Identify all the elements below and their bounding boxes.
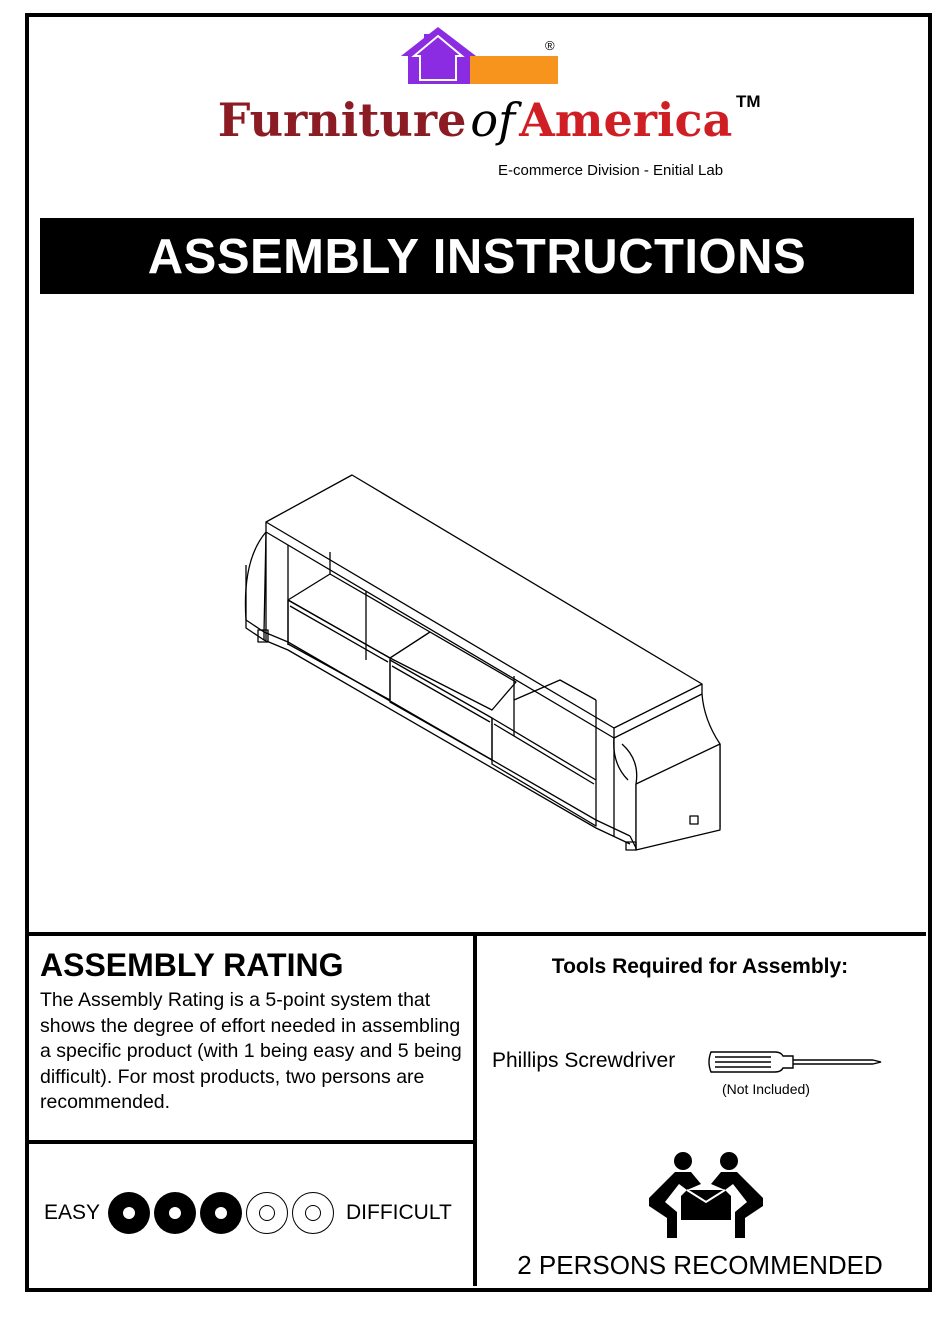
section-divider-vertical: [473, 934, 477, 1286]
house-logo-icon: [398, 24, 563, 88]
assembly-rating-title: ASSEMBLY RATING: [40, 947, 344, 983]
assembly-instructions-banner: ASSEMBLY INSTRUCTIONS: [40, 218, 914, 294]
rating-dot-5: [292, 1192, 334, 1234]
rating-dot-1: [108, 1192, 150, 1234]
tool-note: (Not Included): [722, 1081, 810, 1097]
tv-stand-illustration: [236, 468, 736, 858]
screwdriver-icon: [705, 1046, 885, 1080]
trademark: TM: [736, 92, 761, 111]
tool-name: Phillips Screwdriver: [492, 1049, 676, 1072]
brand-part-america: America: [519, 93, 733, 147]
registered-mark: ®: [545, 38, 555, 53]
rating-dot-3: [200, 1192, 242, 1234]
brand-part-of: of: [470, 93, 516, 147]
brand-name: [0, 94, 950, 146]
brand-part-furniture: Furniture: [217, 93, 467, 147]
difficulty-scale: [44, 1186, 469, 1242]
easy-label: EASY: [44, 1201, 101, 1224]
division-text: E-commerce Division - Enitial Lab: [498, 162, 724, 179]
difficult-label: DIFFICULT: [346, 1201, 452, 1224]
tools-title: Tools Required for Assembly:: [551, 955, 849, 978]
rating-dot-4: [246, 1192, 288, 1234]
rating-dot-2: [154, 1192, 196, 1234]
two-persons-lifting-icon: [643, 1150, 769, 1238]
persons-recommended-text: 2 PERSONS RECOMMENDED: [517, 1250, 883, 1280]
rating-divider: [27, 1140, 475, 1144]
assembly-rating-description: The Assembly Rating is a 5-point system that shows the degree of effort needed in assembling a specific product (with 1 being easy and 5 being difficult). For most products, two persons are recommended.: [40, 989, 462, 1113]
